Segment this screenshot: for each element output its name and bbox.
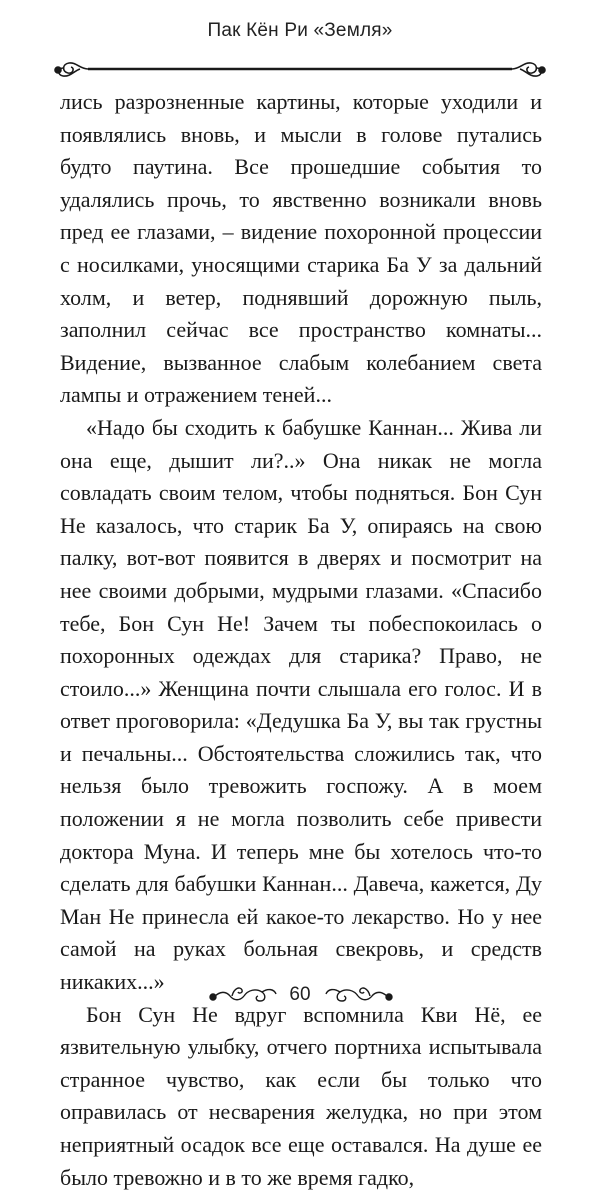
paragraph: Бон Сун Не вдруг вспомнила Кви Нё, ее язвительную улыбку, отчего портниха испытывала странное чувство, как если бы только что оправилась от несварения желудка, но при этом неприятный осадок все еще оставался. На душе ее было тревожно и в то же время гадко,: [60, 1001, 542, 1190]
header-ornamental-rule: [50, 56, 550, 82]
paragraph: «Надо бы сходить к бабушке Каннан... Жива ли она еще, дышит ли?..» Она никак не могла совладать своим телом, чтобы подняться. Бон Сун Не казалось, что старик Ба У, опираясь на свою палку, вот-вот появится в дверях и посмотрит на нее своими добрыми, мудрыми глазами. «Спасибо тебе, Бон Сун Не! Зачем ты побеспокоилась о похоронных одеждах для старика? Право, не стоило...» Женщина почти слышала его голос. И в ответ проговорила: «Дедушка Ба У, вы так грустны и печальны... Обстоятельства сложились так, что нельзя было тревожить госпожу. А в моем положении я не могла позволить себе привести доктора Муна. И теперь мне бы хотелось что-то сделать для бабушки Каннан... Давеча, кажется, Ду Ман Не принесла ей какое-то лекарство. Но у нее самой на руках больная свекровь, и средств никаких...»: [60, 414, 542, 995]
main-text-block: [60, 86, 542, 1194]
page-footer: [0, 976, 600, 1016]
page-number: 60: [289, 984, 311, 1005]
running-header-title: Пак Кён Ри «Земля»: [207, 20, 393, 41]
footer-ornament-right-icon: [322, 982, 394, 1008]
paragraph-continued: лись разрозненные картины, которые уходили и появлялись вновь, и мысли в голове путались будто паутина. Все прошедшие события то удалялись прочь, то явственно возникали вновь пред ее глазами, – видение похоронной процессии с носилками, уносящими старика Ба У за дальний холм, и ветер, поднявший дорожную пыль, заполнил сейчас все пространство комнаты... Видение, вызванное слабым колебанием света лампы и отражением теней...: [60, 89, 542, 408]
